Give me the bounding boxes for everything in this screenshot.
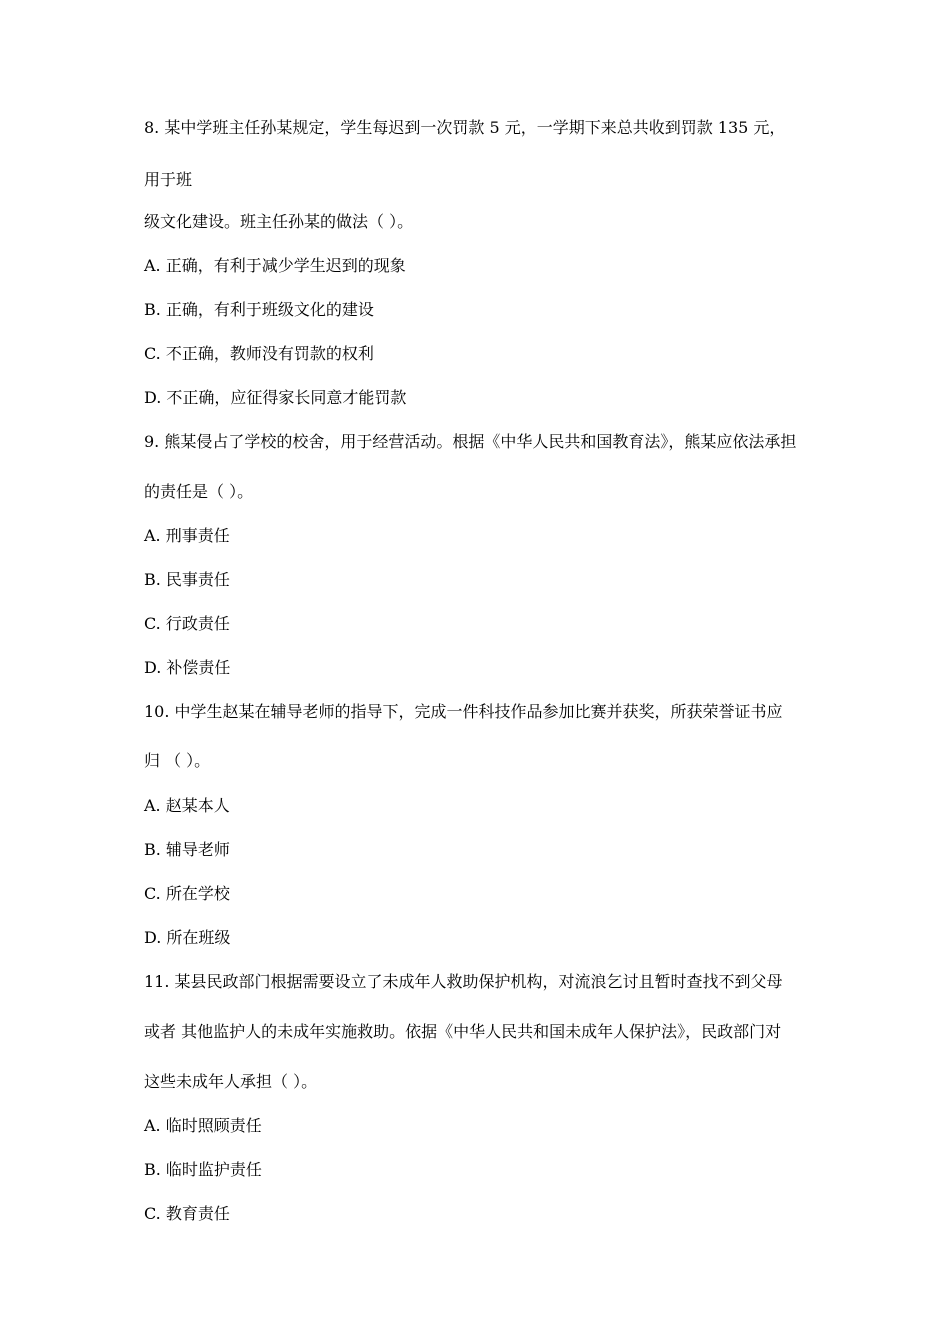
question-11-stem-line-1: 11. 某县民政部门根据需要设立了未成年人救助保护机构，对流浪乞讨且暂时查找不到父母 xyxy=(144,972,783,991)
question-8-stem-line-2: 用于班 xyxy=(144,170,193,189)
question-10-option-d: D. 所在班级 xyxy=(144,928,231,947)
question-9-option-b: B. 民事责任 xyxy=(144,570,230,589)
question-10-option-b: B. 辅导老师 xyxy=(144,840,230,859)
question-9-stem-line-1: 9. 熊某侵占了学校的校舍，用于经营活动。根据《中华人民共和国教育法》，熊某应依法承担 xyxy=(144,432,797,451)
question-10-option-c: C. 所在学校 xyxy=(144,884,230,903)
question-9-option-c: C. 行政责任 xyxy=(144,614,230,633)
question-8-stem-line-3: 级文化建设。班主任孙某的做法（ ）。 xyxy=(144,212,414,231)
question-10-option-a: A. 赵某本人 xyxy=(144,796,230,815)
question-8-option-b: B. 正确，有利于班级文化的建设 xyxy=(144,300,374,319)
question-8-option-c: C. 不正确，教师没有罚款的权利 xyxy=(144,344,374,363)
question-9-stem-line-2: 的责任是（ ）。 xyxy=(144,482,254,501)
question-11-stem-line-2: 或者 其他监护人的未成年实施救助。依据《中华人民共和国未成年人保护法》，民政部门对 xyxy=(144,1022,782,1041)
question-8-option-d: D. 不正确，应征得家长同意才能罚款 xyxy=(144,388,407,407)
question-11-option-b: B. 临时监护责任 xyxy=(144,1160,262,1179)
question-11-option-c: C. 教育责任 xyxy=(144,1204,230,1223)
question-8-stem-line-1: 8. 某中学班主任孙某规定，学生每迟到一次罚款 5 元，一学期下来总共收到罚款 135 元， xyxy=(144,118,786,137)
question-11-stem-line-3: 这些未成年人承担（ ）。 xyxy=(144,1072,318,1091)
question-8-option-a: A. 正确，有利于减少学生迟到的现象 xyxy=(144,256,406,275)
question-9-option-d: D. 补偿责任 xyxy=(144,658,231,677)
question-11-option-a: A. 临时照顾责任 xyxy=(144,1116,262,1135)
question-10-stem-line-2: 归 （ ）。 xyxy=(144,751,211,770)
question-9-option-a: A. 刑事责任 xyxy=(144,526,230,545)
question-10-stem-line-1: 10. 中学生赵某在辅导老师的指导下，完成一件科技作品参加比赛并获奖，所获荣誉证书应 xyxy=(144,702,783,721)
